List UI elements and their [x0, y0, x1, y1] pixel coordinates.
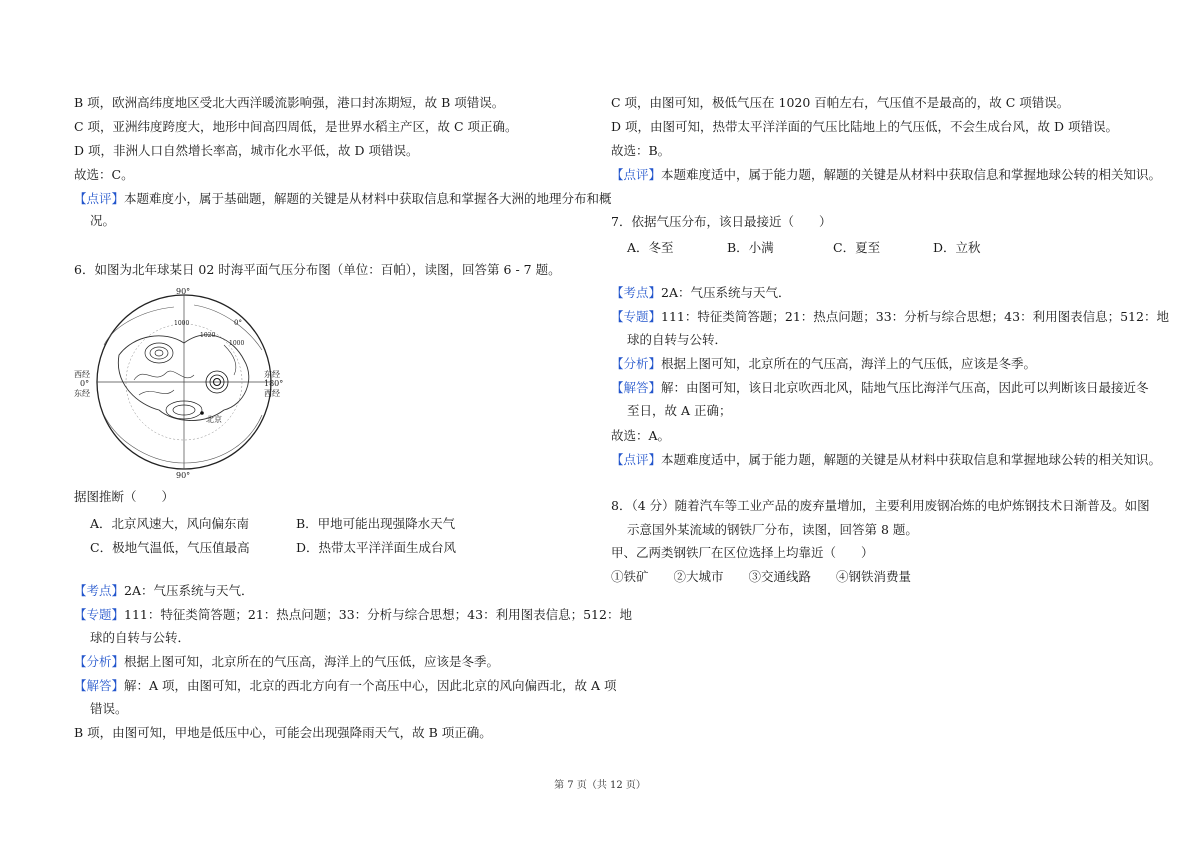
- isobar-ring: [155, 350, 163, 356]
- page-footer: 第 7 页（共 12 页）: [554, 780, 646, 791]
- review-tag: 【点评】: [611, 452, 662, 467]
- option-c: C．极地气温低，气压值最高: [90, 540, 250, 555]
- kaodian-text: 2A：气压系统与天气．: [124, 583, 254, 598]
- label-isobar-1020: 1020: [200, 332, 216, 339]
- kaodian-tag: 【考点】: [611, 285, 662, 300]
- jieda-tag: 【解答】: [611, 380, 662, 395]
- answer-line-b: B 项，欧洲高纬度地区受北大西洋暖流影响强，港口封冻期短，故 B 项错误。: [74, 95, 505, 110]
- label-west: 西经: [74, 370, 90, 379]
- option-b: B．甲地可能出现强降水天气: [296, 516, 456, 531]
- kaodian-text: 2A：气压系统与天气．: [661, 285, 791, 300]
- question-8-stem: 8．（4 分）随着汽车等工业产品的废弃量增加，主要利用废钢冶炼的电炉炼钢技术日渐普及。如图: [611, 498, 1150, 513]
- zhuanti-tag: 【专题】: [74, 607, 125, 622]
- label-isobar-1000b: 1000: [229, 340, 245, 347]
- jieda-line-cont-2: 至日，故 A 正确；: [627, 403, 732, 418]
- infer-prompt: 据图推断（ ）: [74, 489, 175, 504]
- fenxi-text: 根据上图可知，北京所在的气压高，海洋上的气压低，应该是冬季。: [661, 356, 1037, 371]
- jieda-line-cont: 错误。: [90, 701, 128, 716]
- kaodian-line-2: [611, 285, 791, 301]
- jieda-line-2: [611, 380, 1149, 396]
- review-tag: 【点评】: [611, 167, 662, 182]
- isobar-line: [139, 390, 174, 395]
- review-text: 本题难度小，属于基础题，解题的关键是从材料中获取信息和掌握各大洲的地理分布和概: [124, 191, 612, 206]
- label-zero: 0°: [80, 379, 90, 388]
- map-coast-line: [104, 415, 262, 463]
- label-east-right: 东经: [264, 370, 280, 379]
- fenxi-line: [74, 654, 499, 670]
- fenxi-tag: 【分析】: [74, 654, 125, 669]
- label-180: 180°: [264, 379, 284, 388]
- review-tag: 【点评】: [74, 191, 125, 206]
- question-6-stem: 6．如图为北年球某日 02 时海平面气压分布图（单位：百帕），读图，回答第 6 - 7 题。: [74, 262, 561, 277]
- q7-option-a: A．冬至: [627, 240, 674, 255]
- zhuanti-tag: 【专题】: [611, 309, 662, 324]
- review-text: 本题难度适中，属于能力题，解题的关键是从材料中获取信息和掌握地球公转的相关知识。: [661, 167, 1162, 182]
- option-a: A．北京风速大，风向偏东南: [90, 516, 250, 531]
- answer-line-d2: D 项，由图可知，热带太平洋洋面的气压比陆地上的气压低，不会生成台风，故 D 项错误。: [611, 119, 1118, 134]
- isobar-ring: [145, 343, 173, 363]
- option-d: D．热带太平洋洋面生成台风: [296, 540, 457, 555]
- zhuanti-text: 111：特征类简答题；21：热点问题；33：分析与综合思想；43：利用图表信息；512：地: [124, 607, 632, 622]
- kaodian-tag: 【考点】: [74, 583, 125, 598]
- answer-line-b2: B 项，由图可知，甲地是低压中心，可能会出现强降雨天气，故 B 项正确。: [74, 725, 492, 740]
- zhuanti-line-cont: 球的自转与公转．: [90, 630, 191, 645]
- q7-option-b: B．小满: [727, 240, 774, 255]
- review-line: [74, 191, 612, 207]
- label-isobar-1000: 1000: [174, 320, 190, 327]
- answer-line-c2: C 项，由图可知，极低气压在 1020 百帕左右，气压值不是最高的，故 C 项错误。: [611, 95, 1070, 110]
- fenxi-tag: 【分析】: [611, 356, 662, 371]
- zhuanti-line: [74, 607, 632, 623]
- jieda-line: [74, 678, 617, 694]
- jieda-text: 解：由图可知，该日北京吹西北风，陆地气压比海洋气压高，因此可以判断该日最接近冬: [661, 380, 1149, 395]
- question-8-stem-cont: 示意国外某流域的钢铁厂分布，读图，回答第 8 题。: [627, 522, 918, 537]
- pressure-map-figure: [74, 285, 294, 480]
- fenxi-text: 根据上图可知，北京所在的气压高，海洋上的气压低，应该是冬季。: [124, 654, 500, 669]
- answer-line-c: C 项，亚洲纬度跨度大，地形中间高四周低，是世界水稻主产区，故 C 项正确。: [74, 119, 518, 134]
- label-beijing: 北京: [206, 415, 222, 424]
- map-continent-outline: [118, 335, 248, 421]
- isobar-ring: [150, 347, 168, 359]
- isobar-line: [134, 371, 194, 380]
- answer-line-d: D 项，非洲人口自然增长率高，城市化水平低，故 D 项错误。: [74, 143, 419, 158]
- review-line-cont: 况。: [90, 213, 116, 228]
- review-text: 本题难度适中，属于能力题，解题的关键是从材料中获取信息和掌握地球公转的相关知识。: [661, 452, 1162, 467]
- question-8-options: ①铁矿 ②大城市 ③交通线路 ④钢铁消费量: [611, 569, 912, 584]
- label-zero-top: 0°: [234, 319, 242, 327]
- review-line-3: [611, 452, 1161, 468]
- jieda-tag: 【解答】: [74, 678, 125, 693]
- answer-choice-a: 故选：A。: [611, 428, 671, 443]
- label-west-right: 西经: [264, 389, 280, 398]
- kaodian-line: [74, 583, 254, 599]
- beijing-marker: [200, 411, 204, 415]
- review-line-2: [611, 167, 1161, 183]
- answer-choice: 故选：C。: [74, 167, 134, 182]
- jieda-text: 解：A 项，由图可知，北京的西北方向有一个高压中心，因此北京的风向偏西北，故 A 项: [124, 678, 617, 693]
- q7-option-c: C．夏至: [833, 240, 881, 255]
- label-bottom-90: 90°: [176, 471, 191, 480]
- zhuanti-line-cont-2: 球的自转与公转．: [627, 332, 728, 347]
- zhuanti-text: 111：特征类简答题；21：热点问题；33：分析与综合思想；43：利用图表信息；512：地: [661, 309, 1169, 324]
- question-7-stem: 7．依据气压分布，该日最接近（ ）: [611, 214, 832, 229]
- label-east: 东经: [74, 389, 90, 398]
- label-top-90: 90°: [176, 287, 191, 296]
- isobar-line: [224, 345, 236, 375]
- q7-option-d: D．立秋: [933, 240, 981, 255]
- zhuanti-line-2: [611, 309, 1169, 325]
- answer-choice-b: 故选：B。: [611, 143, 671, 158]
- question-8-prompt: 甲、乙两类钢铁厂在区位选择上均靠近（ ）: [611, 545, 874, 560]
- fenxi-line-2: [611, 356, 1036, 372]
